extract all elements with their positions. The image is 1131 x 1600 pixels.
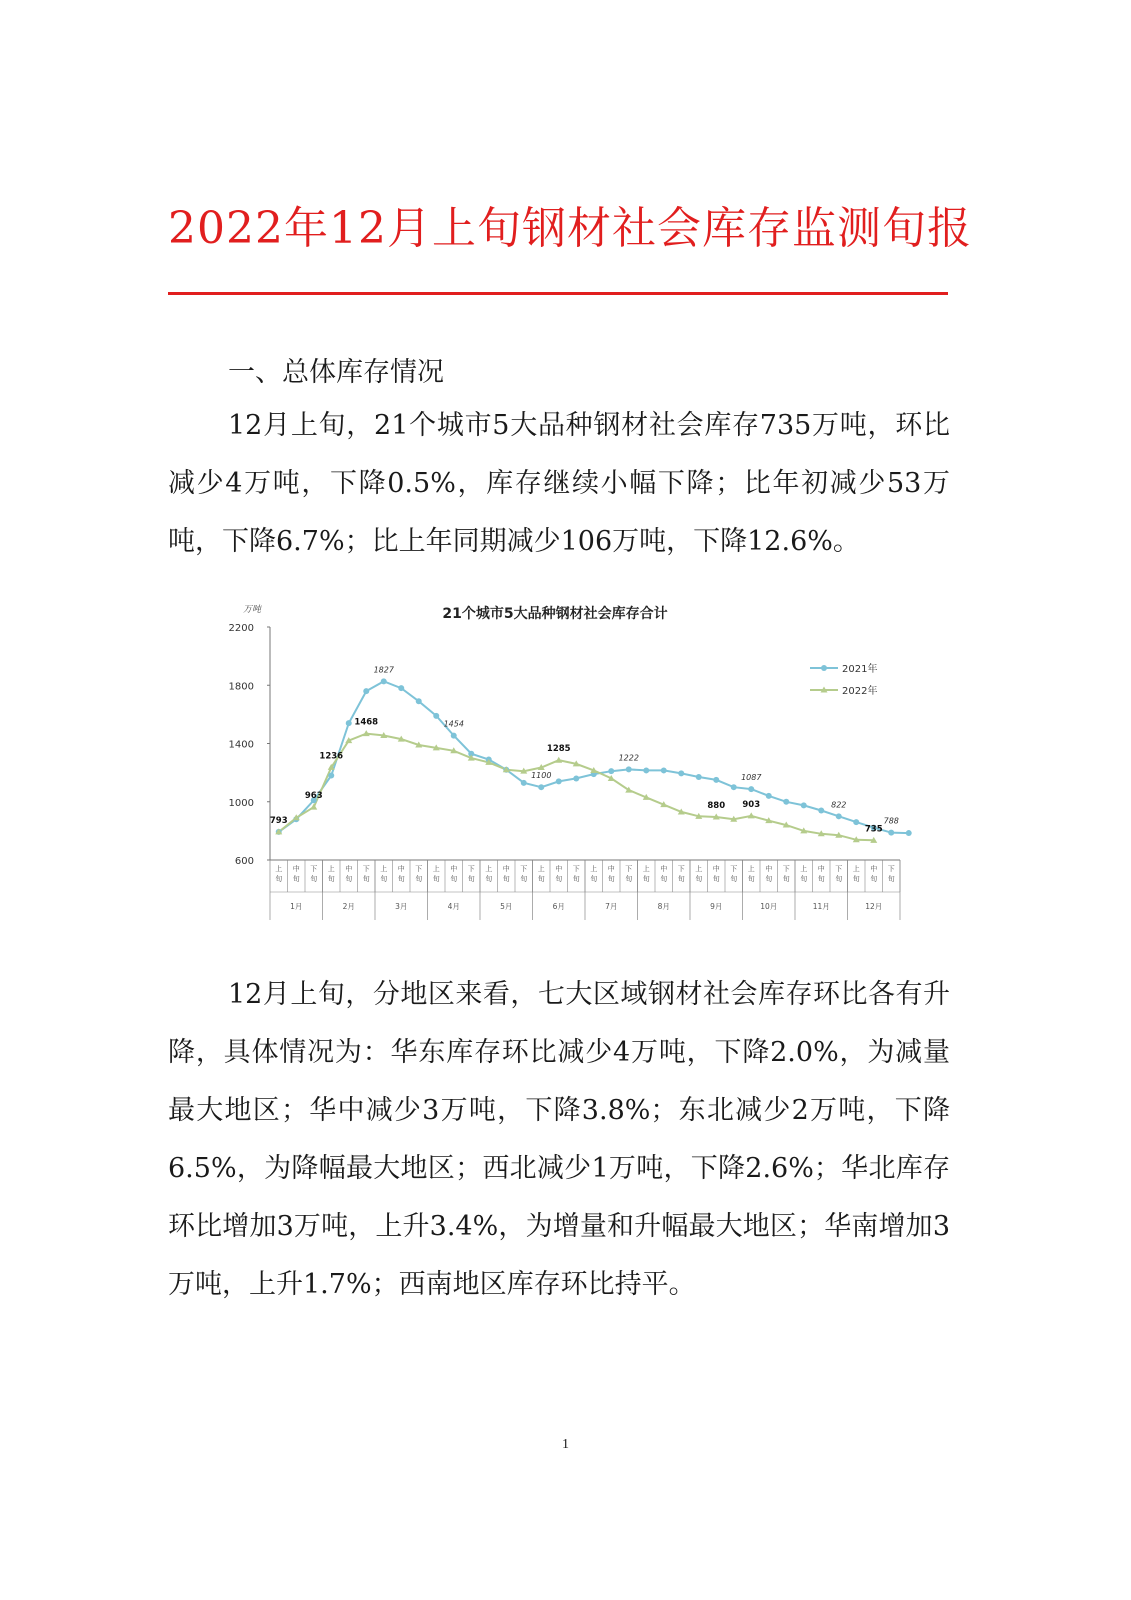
y-tick-label: 1400 <box>228 739 254 751</box>
y-tick-label: 2200 <box>228 623 254 634</box>
x-tick-label: 上 <box>380 865 388 873</box>
data-point-2021 <box>696 774 702 780</box>
data-label-2021年: 822 <box>831 800 847 810</box>
x-tick-label: 旬 <box>835 875 843 883</box>
data-label-2021年: 788 <box>883 816 899 826</box>
x-tick-label: 旬 <box>502 875 510 883</box>
data-point-2021 <box>888 830 894 836</box>
x-tick-label: 下 <box>362 865 370 873</box>
data-label-2022年: 880 <box>707 801 726 812</box>
x-tick-label: 旬 <box>292 875 300 883</box>
data-point-2021 <box>731 784 737 790</box>
data-point-2021 <box>398 685 404 691</box>
title-divider <box>168 292 948 295</box>
data-point-2021 <box>626 766 632 772</box>
x-tick-label: 旬 <box>870 875 878 883</box>
x-tick-label: 下 <box>677 865 685 873</box>
data-point-2021 <box>451 733 457 739</box>
data-label-2022年: 1468 <box>354 717 379 728</box>
x-tick-label: 下 <box>887 865 895 873</box>
data-label-2022年: 903 <box>742 799 761 810</box>
x-tick-label: 旬 <box>467 875 475 883</box>
x-tick-label: 下 <box>572 865 580 873</box>
data-point-2021 <box>363 688 369 694</box>
data-point-2021 <box>608 768 614 774</box>
data-point-2021 <box>748 786 754 792</box>
data-label-2021年: 1454 <box>443 719 464 729</box>
section-heading: 一、总体库存情况 <box>228 357 444 388</box>
paragraph-overview: 12月上旬，21个城市5大品种钢材社会库存735万吨，环比减少4万吨，下降0.5%，库存继续小幅下降；比年初减少53万吨，下降6.7%；比上年同期减少106万吨，下降12.6%。 <box>168 410 950 557</box>
x-tick-label: 中 <box>555 865 563 873</box>
y-tick-label: 600 <box>234 856 254 867</box>
x-tick-label: 旬 <box>537 875 545 883</box>
month-label: 10月 <box>760 902 778 911</box>
x-tick-label: 旬 <box>677 875 685 883</box>
data-label-2022年: 793 <box>269 815 288 826</box>
data-label-2021年: 1100 <box>531 771 552 781</box>
x-tick-label: 旬 <box>730 875 738 883</box>
data-point-2021 <box>643 767 649 773</box>
chart-title: 21个城市5大品种钢材社会库存合计 <box>442 606 668 622</box>
data-point-2021 <box>328 773 334 779</box>
page-number: 1 <box>562 1437 569 1452</box>
x-tick-label: 旬 <box>607 875 615 883</box>
month-label: 9月 <box>710 902 723 911</box>
x-tick-label: 下 <box>625 865 633 873</box>
data-point-2021 <box>433 713 439 719</box>
x-tick-label: 旬 <box>765 875 773 883</box>
data-label-2022年: 735 <box>864 824 883 835</box>
month-label: 5月 <box>500 902 513 911</box>
x-tick-label: 旬 <box>380 875 388 883</box>
y-tick-label: 1000 <box>228 797 254 809</box>
x-tick-label: 旬 <box>397 875 405 883</box>
month-label: 6月 <box>552 902 565 911</box>
x-tick-label: 旬 <box>642 875 650 883</box>
x-tick-label: 上 <box>590 865 598 873</box>
month-label: 12月 <box>865 902 883 911</box>
x-tick-label: 旬 <box>275 875 283 883</box>
x-tick-label: 旬 <box>450 875 458 883</box>
x-tick-label: 上 <box>642 865 650 873</box>
x-tick-label: 中 <box>502 865 510 873</box>
x-tick-label: 旬 <box>415 875 423 883</box>
x-tick-label: 旬 <box>310 875 318 883</box>
x-tick-label: 中 <box>292 865 300 873</box>
x-tick-label: 下 <box>835 865 843 873</box>
paragraph-regional: 12月上旬，分地区来看，七大区域钢材社会库存环比各有升降，具体情况为：华东库存环比减少4万吨，下降2.0%，为减量最大地区；华中减少3万吨，下降3.8%；东北减少2万吨，下降6.5%，为降幅最大地区；西北减少1万吨，下降2.6%；华北库存环比增加3万吨，上升3.4%，为增量和升幅最大地区；华南增加3万吨，上升1.7%；西南地区库存环比持平。 <box>168 979 950 1300</box>
x-tick-label: 旬 <box>520 875 528 883</box>
x-tick-label: 旬 <box>817 875 825 883</box>
data-point-2021 <box>783 799 789 805</box>
x-tick-label: 上 <box>537 865 545 873</box>
x-tick-label: 中 <box>397 865 405 873</box>
data-point-2021 <box>556 778 562 784</box>
x-tick-label: 旬 <box>572 875 580 883</box>
x-tick-label: 旬 <box>887 875 895 883</box>
data-label-2022年: 1285 <box>546 744 571 755</box>
x-tick-label: 上 <box>747 865 755 873</box>
x-tick-label: 下 <box>730 865 738 873</box>
month-label: 8月 <box>657 902 670 911</box>
x-tick-label: 旬 <box>590 875 598 883</box>
x-tick-label: 旬 <box>555 875 563 883</box>
report-title: 2022年12月上旬钢材社会库存监测旬报 <box>168 203 972 254</box>
data-label-2021年: 1827 <box>373 665 394 675</box>
data-point-2021 <box>836 813 842 819</box>
x-tick-label: 中 <box>345 865 353 873</box>
x-tick-label: 下 <box>415 865 423 873</box>
x-tick-label: 旬 <box>852 875 860 883</box>
month-label: 11月 <box>812 902 830 911</box>
x-tick-label: 上 <box>432 865 440 873</box>
x-tick-label: 上 <box>695 865 703 873</box>
x-tick-label: 旬 <box>345 875 353 883</box>
legend-label-2021年: 2021年 <box>842 664 878 675</box>
x-tick-label: 中 <box>450 865 458 873</box>
data-label-2022年: 963 <box>304 791 323 802</box>
x-tick-label: 中 <box>870 865 878 873</box>
data-point-2021 <box>766 793 772 799</box>
x-tick-label: 上 <box>275 865 283 873</box>
month-label: 1月 <box>290 902 303 911</box>
data-point-2021 <box>381 678 387 684</box>
x-tick-label: 下 <box>467 865 475 873</box>
data-point-2021 <box>573 775 579 781</box>
x-tick-label: 旬 <box>695 875 703 883</box>
data-point-2021 <box>801 802 807 808</box>
data-point-2021 <box>818 807 824 813</box>
series-line-2022年 <box>279 734 874 841</box>
x-tick-label: 中 <box>660 865 668 873</box>
y-tick-label: 1800 <box>228 681 254 693</box>
x-tick-label: 上 <box>485 865 493 873</box>
x-tick-label: 旬 <box>327 875 335 883</box>
x-tick-label: 中 <box>607 865 615 873</box>
x-tick-label: 中 <box>712 865 720 873</box>
data-label-2022年: 1236 <box>319 751 344 762</box>
x-tick-label: 旬 <box>660 875 668 883</box>
x-tick-label: 旬 <box>712 875 720 883</box>
x-tick-label: 上 <box>327 865 335 873</box>
data-point-2021 <box>346 720 352 726</box>
data-point-2021 <box>661 767 667 773</box>
series-line-2021年 <box>279 681 909 833</box>
x-tick-label: 中 <box>817 865 825 873</box>
data-point-2021 <box>416 698 422 704</box>
x-tick-label: 旬 <box>625 875 633 883</box>
x-tick-label: 上 <box>852 865 860 873</box>
legend-label-2022年: 2022年 <box>842 686 878 697</box>
month-label: 4月 <box>447 902 460 911</box>
data-point-2021 <box>853 819 859 825</box>
data-point-2021 <box>906 830 912 836</box>
x-tick-label: 旬 <box>432 875 440 883</box>
month-label: 3月 <box>395 902 408 911</box>
x-tick-label: 旬 <box>362 875 370 883</box>
month-label: 7月 <box>605 902 618 911</box>
data-label-2021年: 1222 <box>618 753 639 763</box>
inventory-line-chart <box>225 598 915 928</box>
data-point-2021 <box>521 780 527 786</box>
y-axis-unit: 万吨 <box>243 605 262 615</box>
data-point-2021 <box>713 777 719 783</box>
x-tick-label: 下 <box>520 865 528 873</box>
x-tick-label: 下 <box>310 865 318 873</box>
x-tick-label: 旬 <box>485 875 493 883</box>
data-label-2021年: 1087 <box>741 773 762 783</box>
data-point-2021 <box>538 784 544 790</box>
x-tick-label: 中 <box>765 865 773 873</box>
legend-marker-2021 <box>821 665 827 671</box>
x-tick-label: 上 <box>800 865 808 873</box>
data-point-2022 <box>310 804 317 810</box>
x-tick-label: 旬 <box>747 875 755 883</box>
x-tick-label: 下 <box>782 865 790 873</box>
x-tick-label: 旬 <box>800 875 808 883</box>
x-tick-label: 旬 <box>782 875 790 883</box>
month-label: 2月 <box>342 902 355 911</box>
data-point-2021 <box>678 770 684 776</box>
